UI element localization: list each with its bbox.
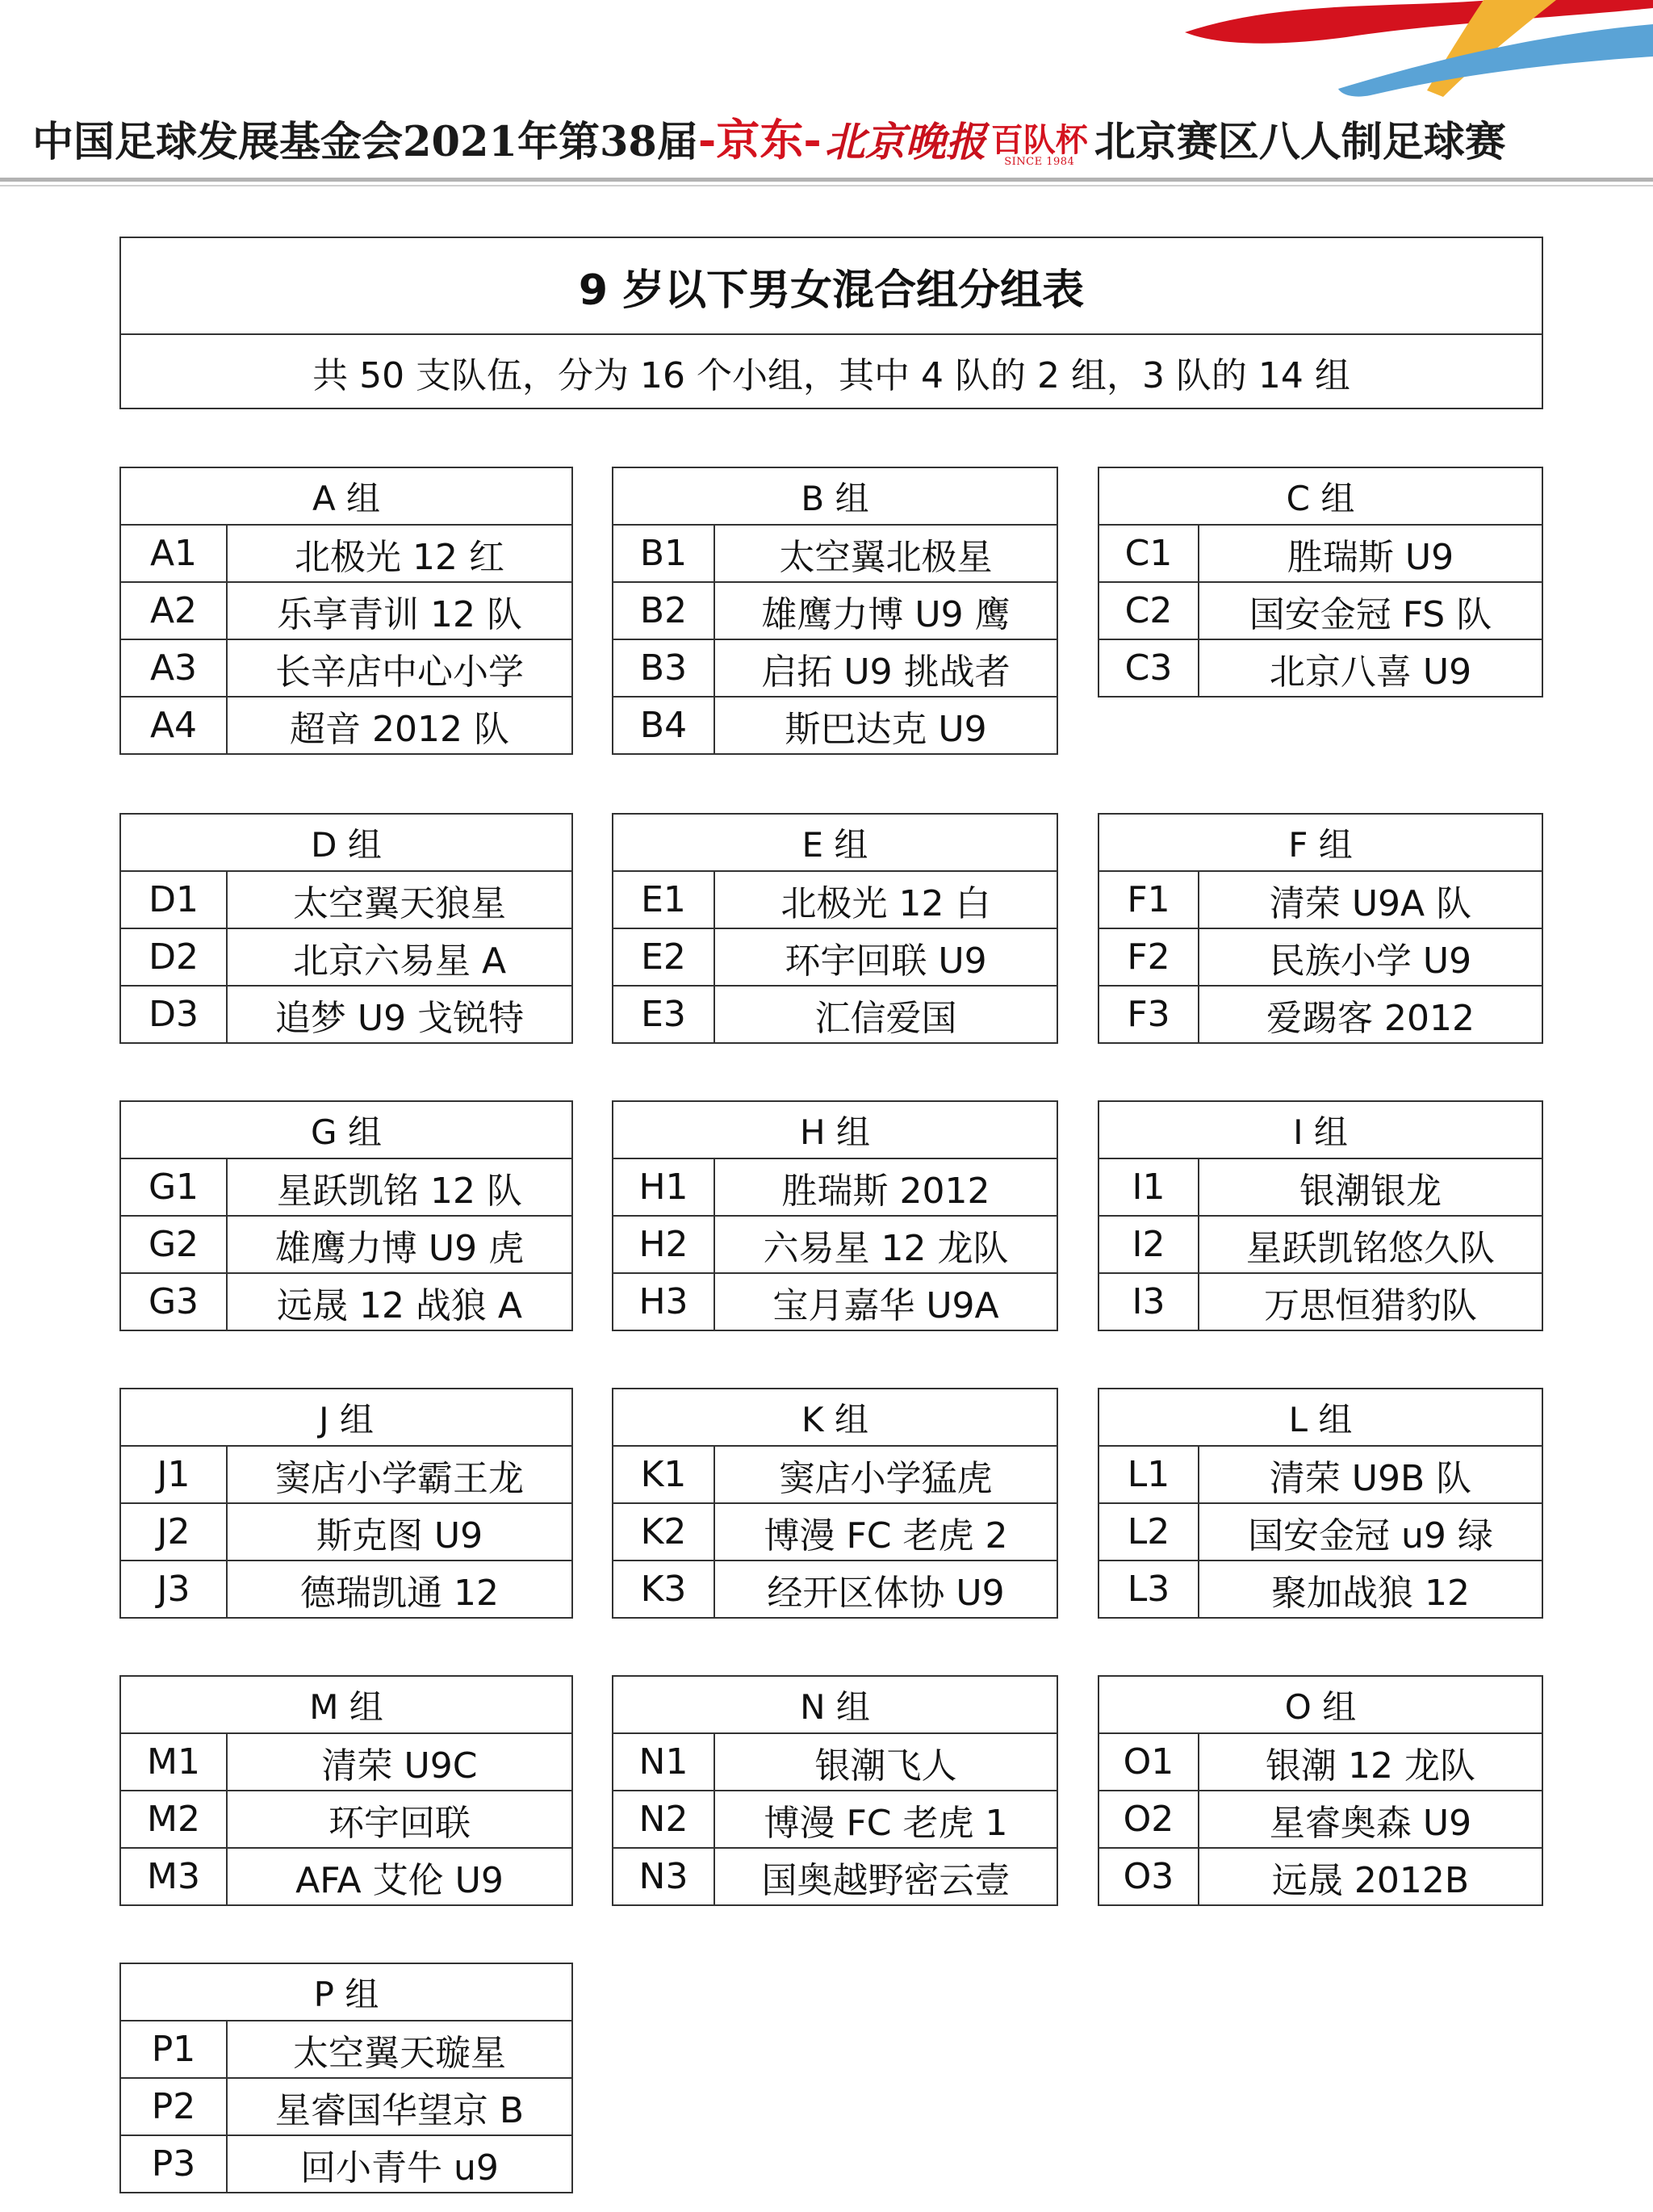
team-code: H2	[613, 1216, 714, 1273]
header-title-part1: 中国足球发展基金会2021年第38届	[32, 118, 698, 166]
team-row	[120, 2021, 572, 2078]
team-name: 德瑞凯通 12	[227, 1561, 572, 1618]
team-row	[120, 928, 572, 986]
team-row	[120, 1158, 572, 1216]
group-table	[612, 813, 1058, 1044]
group-header-row	[120, 1101, 572, 1158]
team-row	[613, 986, 1057, 1043]
team-row	[1099, 1503, 1542, 1561]
team-code: I3	[1099, 1273, 1199, 1330]
team-name: 北极光 12 红	[227, 525, 572, 582]
team-row	[120, 1273, 572, 1330]
team-code: A3	[120, 639, 227, 697]
group-label: I 组	[1099, 1101, 1542, 1158]
team-code: G3	[120, 1273, 227, 1330]
group-label: J 组	[120, 1389, 572, 1446]
team-name: 启拓 U9 挑战者	[714, 639, 1057, 697]
group-table	[119, 1675, 573, 1906]
team-row	[1099, 1848, 1542, 1905]
team-code: P2	[120, 2078, 227, 2135]
header-brand-newspaper: 北京晚报	[824, 118, 986, 165]
team-code: O2	[1099, 1791, 1199, 1848]
team-row	[613, 1503, 1057, 1561]
group-label: E 组	[613, 814, 1057, 871]
group-header-row	[120, 1389, 572, 1446]
group-label: F 组	[1099, 814, 1542, 871]
team-name: AFA 艾伦 U9	[227, 1848, 572, 1905]
team-row	[120, 1216, 572, 1273]
team-name: 星睿国华望京 B	[227, 2078, 572, 2135]
group-label: C 组	[1099, 467, 1542, 525]
group-label: P 组	[120, 1963, 572, 2021]
group-table	[119, 1100, 573, 1331]
team-row	[1099, 1158, 1542, 1216]
group-header-row	[1099, 467, 1542, 525]
team-code: B4	[613, 697, 714, 754]
group-label: A 组	[120, 467, 572, 525]
team-code: E2	[613, 928, 714, 986]
team-name: 窦店小学霸王龙	[227, 1446, 572, 1503]
group-table	[119, 1388, 573, 1619]
team-name: 太空翼天璇星	[227, 2021, 572, 2078]
team-code: F1	[1099, 871, 1199, 928]
group-label: N 组	[613, 1676, 1057, 1733]
team-code: C3	[1099, 639, 1199, 697]
team-code: J2	[120, 1503, 227, 1561]
team-name: 远晟 2012B	[1199, 1848, 1542, 1905]
group-header-row	[613, 814, 1057, 871]
team-code: B3	[613, 639, 714, 697]
team-name: 银潮 12 龙队	[1199, 1733, 1542, 1791]
team-row	[613, 871, 1057, 928]
group-table	[612, 467, 1058, 755]
team-code: N2	[613, 1791, 714, 1848]
group-label: G 组	[120, 1101, 572, 1158]
group-table	[119, 467, 573, 755]
group-label: L 组	[1099, 1389, 1542, 1446]
team-row	[613, 582, 1057, 639]
team-name: 远晟 12 战狼 A	[227, 1273, 572, 1330]
team-code: O1	[1099, 1733, 1199, 1791]
team-row	[1099, 1446, 1542, 1503]
team-row	[613, 697, 1057, 754]
team-code: C1	[1099, 525, 1199, 582]
team-code: M2	[120, 1791, 227, 1848]
header-title	[32, 111, 1506, 168]
team-row	[120, 2078, 572, 2135]
group-table	[1098, 1100, 1543, 1331]
team-name: 清荣 U9B 队	[1199, 1446, 1542, 1503]
team-code: D1	[120, 871, 227, 928]
team-row	[120, 525, 572, 582]
team-code: B1	[613, 525, 714, 582]
team-name: 北京六易星 A	[227, 928, 572, 986]
team-row	[613, 1446, 1057, 1503]
team-code: K1	[613, 1446, 714, 1503]
header-cup-name: 百队杯	[990, 121, 1088, 159]
group-label: B 组	[613, 467, 1057, 525]
group-table	[1098, 813, 1543, 1044]
team-name: 太空翼天狼星	[227, 871, 572, 928]
team-name: 博漫 FC 老虎 1	[714, 1791, 1057, 1848]
group-table	[1098, 1675, 1543, 1906]
team-row	[1099, 1273, 1542, 1330]
team-name: 爱踢客 2012	[1199, 986, 1542, 1043]
team-code: L2	[1099, 1503, 1199, 1561]
team-name: 窦店小学猛虎	[714, 1446, 1057, 1503]
team-name: 回小青牛 u9	[227, 2135, 572, 2193]
team-code: M3	[120, 1848, 227, 1905]
team-code: L3	[1099, 1561, 1199, 1618]
team-row	[1099, 1791, 1542, 1848]
team-code: J1	[120, 1446, 227, 1503]
group-header-row	[120, 467, 572, 525]
team-name: 北京八喜 U9	[1199, 639, 1542, 697]
team-code: P3	[120, 2135, 227, 2193]
team-code: H1	[613, 1158, 714, 1216]
team-row	[120, 1848, 572, 1905]
team-row	[120, 1791, 572, 1848]
team-row	[120, 2135, 572, 2193]
team-code: G1	[120, 1158, 227, 1216]
team-name: 万思恒猎豹队	[1199, 1273, 1542, 1330]
team-name: 环宇回联	[227, 1791, 572, 1848]
team-row	[613, 639, 1057, 697]
team-row	[613, 928, 1057, 986]
team-code: P1	[120, 2021, 227, 2078]
group-header-row	[613, 1101, 1057, 1158]
team-name: 雄鹰力博 U9 鹰	[714, 582, 1057, 639]
team-code: H3	[613, 1273, 714, 1330]
team-row	[613, 1791, 1057, 1848]
team-name: 超音 2012 队	[227, 697, 572, 754]
group-header-row	[120, 1676, 572, 1733]
team-row	[120, 1446, 572, 1503]
team-name: 乐享青训 12 队	[227, 582, 572, 639]
team-name: 银潮银龙	[1199, 1158, 1542, 1216]
team-row	[120, 697, 572, 754]
team-name: 追梦 U9 戈锐特	[227, 986, 572, 1043]
team-row	[613, 1848, 1057, 1905]
team-name: 国奥越野密云壹	[714, 1848, 1057, 1905]
team-code: D3	[120, 986, 227, 1043]
group-header-row	[120, 814, 572, 871]
team-name: 胜瑞斯 2012	[714, 1158, 1057, 1216]
title-box	[119, 237, 1543, 409]
group-table	[1098, 1388, 1543, 1619]
team-name: 北极光 12 白	[714, 871, 1057, 928]
team-row	[613, 1158, 1057, 1216]
header-cup-since: SINCE 1984	[1004, 156, 1075, 168]
group-header-row	[1099, 1676, 1542, 1733]
team-name: 经开区体协 U9	[714, 1561, 1057, 1618]
team-name: 银潮飞人	[714, 1733, 1057, 1791]
group-header-row	[613, 1389, 1057, 1446]
team-name: 清荣 U9C	[227, 1733, 572, 1791]
team-code: K2	[613, 1503, 714, 1561]
team-code: K3	[613, 1561, 714, 1618]
team-row	[1099, 986, 1542, 1043]
group-label: D 组	[120, 814, 572, 871]
team-row	[613, 525, 1057, 582]
team-row	[1099, 928, 1542, 986]
team-name: 雄鹰力博 U9 虎	[227, 1216, 572, 1273]
team-row	[1099, 525, 1542, 582]
team-row	[120, 639, 572, 697]
team-row	[613, 1733, 1057, 1791]
group-label: K 组	[613, 1389, 1057, 1446]
group-label: M 组	[120, 1676, 572, 1733]
team-code: N3	[613, 1848, 714, 1905]
group-label: H 组	[613, 1101, 1057, 1158]
team-name: 六易星 12 龙队	[714, 1216, 1057, 1273]
group-header-row	[1099, 814, 1542, 871]
team-name: 民族小学 U9	[1199, 928, 1542, 986]
team-row	[1099, 871, 1542, 928]
team-name: 长辛店中心小学	[227, 639, 572, 697]
header-divider	[0, 178, 1653, 182]
team-row	[120, 871, 572, 928]
group-header-row	[1099, 1389, 1542, 1446]
group-table	[612, 1675, 1058, 1906]
team-code: F3	[1099, 986, 1199, 1043]
team-name: 国安金冠 FS 队	[1199, 582, 1542, 639]
team-code: F2	[1099, 928, 1199, 986]
team-code: J3	[120, 1561, 227, 1618]
page-title: 9 岁以下男女混合组分组表	[121, 238, 1542, 335]
team-row	[613, 1561, 1057, 1618]
team-row	[1099, 1216, 1542, 1273]
team-name: 国安金冠 u9 绿	[1199, 1503, 1542, 1561]
group-table	[612, 1100, 1058, 1331]
team-code: A1	[120, 525, 227, 582]
team-row	[1099, 1561, 1542, 1618]
team-row	[1099, 1733, 1542, 1791]
group-table	[1098, 467, 1543, 698]
team-name: 聚加战狼 12	[1199, 1561, 1542, 1618]
team-code: I2	[1099, 1216, 1199, 1273]
team-name: 斯巴达克 U9	[714, 697, 1057, 754]
team-name: 环宇回联 U9	[714, 928, 1057, 986]
team-row	[120, 582, 572, 639]
header-title-part2: 北京赛区八人制足球赛	[1094, 118, 1506, 166]
group-label: O 组	[1099, 1676, 1542, 1733]
team-row	[1099, 639, 1542, 697]
team-row	[120, 1561, 572, 1618]
header-cup-logo	[990, 121, 1088, 168]
header-divider-thin	[0, 185, 1653, 186]
team-row	[613, 1273, 1057, 1330]
team-row	[120, 1503, 572, 1561]
team-code: G2	[120, 1216, 227, 1273]
team-code: O3	[1099, 1848, 1199, 1905]
group-table	[119, 1963, 573, 2193]
team-row	[120, 986, 572, 1043]
team-name: 宝月嘉华 U9A	[714, 1273, 1057, 1330]
team-code: D2	[120, 928, 227, 986]
team-name: 星睿奥森 U9	[1199, 1791, 1542, 1848]
group-header-row	[613, 467, 1057, 525]
team-row	[613, 1216, 1057, 1273]
team-code: N1	[613, 1733, 714, 1791]
page-subtitle: 共 50 支队伍，分为 16 个小组，其中 4 队的 2 组，3 队的 14 组	[312, 355, 1350, 396]
team-code: B2	[613, 582, 714, 639]
team-name: 太空翼北极星	[714, 525, 1057, 582]
team-code: A4	[120, 697, 227, 754]
team-code: M1	[120, 1733, 227, 1791]
team-name: 博漫 FC 老虎 2	[714, 1503, 1057, 1561]
ribbon-banner-graphic	[1136, 0, 1653, 105]
team-code: L1	[1099, 1446, 1199, 1503]
team-row	[120, 1733, 572, 1791]
team-code: E3	[613, 986, 714, 1043]
team-name: 汇信爱国	[714, 986, 1057, 1043]
group-header-row	[613, 1676, 1057, 1733]
group-table	[119, 813, 573, 1044]
team-code: I1	[1099, 1158, 1199, 1216]
team-name: 星跃凯铭悠久队	[1199, 1216, 1542, 1273]
team-code: A2	[120, 582, 227, 639]
group-table	[612, 1388, 1058, 1619]
group-header-row	[120, 1963, 572, 2021]
team-name: 胜瑞斯 U9	[1199, 525, 1542, 582]
team-name: 斯克图 U9	[227, 1503, 572, 1561]
group-header-row	[1099, 1101, 1542, 1158]
team-row	[1099, 582, 1542, 639]
header-brand-jd: -京东-	[697, 114, 822, 165]
team-code: C2	[1099, 582, 1199, 639]
team-name: 星跃凯铭 12 队	[227, 1158, 572, 1216]
team-code: E1	[613, 871, 714, 928]
team-name: 清荣 U9A 队	[1199, 871, 1542, 928]
